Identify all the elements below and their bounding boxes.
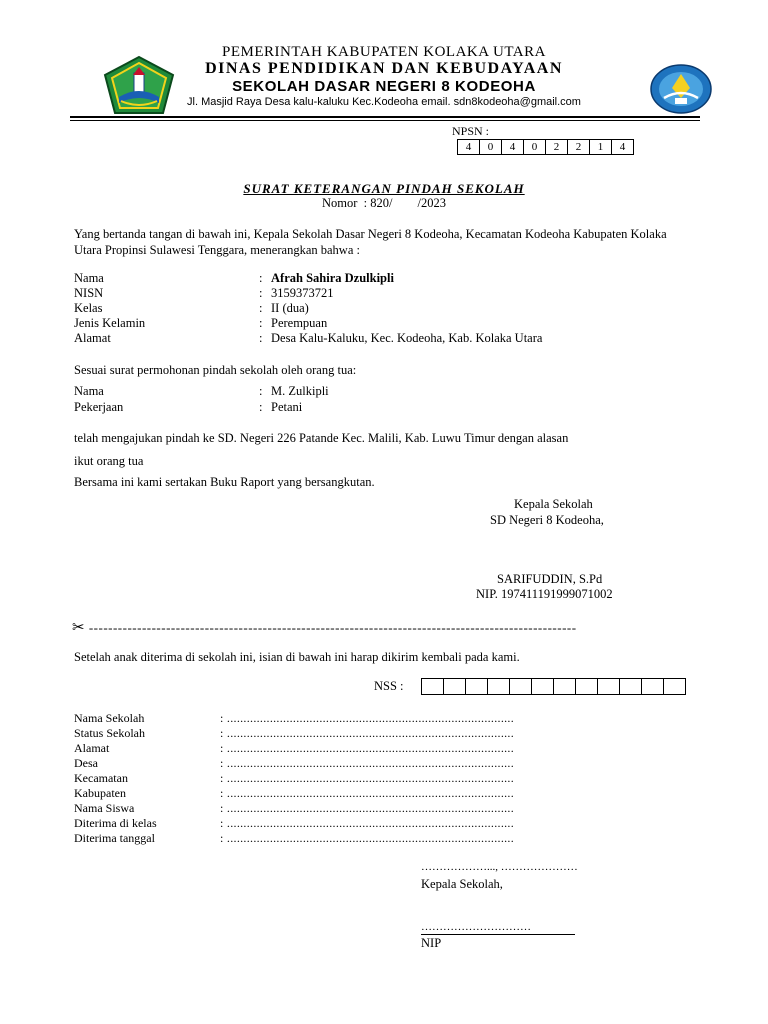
intro-paragraph: Yang bertanda tangan di bawah ini, Kepala Sekolah Dasar Negeri 8 Kodeoha, Kecamatan Kodeoha Kabupaten Kolaka Utara Propinsi Sulawesi Tenggara, menerangkan bahwa : <box>74 227 667 257</box>
field-label: Jenis Kelamin <box>74 316 146 330</box>
reply-sign-underline <box>421 934 575 935</box>
npsn-grid <box>457 139 634 155</box>
field-label: Pekerjaan <box>74 400 124 414</box>
nss-box[interactable] <box>510 679 532 694</box>
nss-box[interactable] <box>444 679 466 694</box>
field-label: Alamat <box>74 331 111 345</box>
signature-name: SARIFUDDIN, S.Pd <box>497 572 603 586</box>
transfer-text: telah mengajukan pindah ke SD. Negeri 226 Patande Kec. Malili, Kab. Luwu Timur dengan alasan <box>74 431 569 445</box>
colon: : <box>259 316 263 330</box>
reply-instruction: Setelah anak diterima di sekolah ini, isian di bawah ini harap dikirim kembali pada kami. <box>74 650 520 664</box>
field-label: Alamat <box>74 741 110 755</box>
npsn-digit: 4 <box>502 140 524 154</box>
colon: : <box>259 301 263 315</box>
reply-head-title: Kepala Sekolah, <box>421 877 503 891</box>
document-number: Nomor : 820/ /2023 <box>322 196 446 210</box>
field-label: NISN <box>74 286 104 300</box>
npsn-digit: 4 <box>619 141 626 153</box>
header-address: Jl. Masjid Raya Desa kalu-kaluku Kec.Kodeoha email. sdn8kodeoha@gmail.com <box>187 96 581 108</box>
signature-school: SD Negeri 8 Kodeoha, <box>490 513 604 527</box>
student-gender: Perempuan <box>271 316 328 330</box>
npsn-digit: 4 <box>458 140 480 154</box>
npsn-digit: 2 <box>546 140 568 154</box>
field-label: Diterima di kelas <box>74 816 157 830</box>
nss-box[interactable] <box>532 679 554 694</box>
field-label: Nama Sekolah <box>74 711 145 725</box>
npsn-digit: 2 <box>568 140 590 154</box>
signature-nip: NIP. 197411191999071002 <box>476 587 613 601</box>
header-department: DINAS PENDIDIKAN DAN KEBUDAYAAN <box>205 60 563 77</box>
student-address: Desa Kalu-Kaluku, Kec. Kodeoha, Kab. Kolaka Utara <box>271 331 543 345</box>
student-nisn: 3159373721 <box>271 286 334 300</box>
cut-line <box>72 618 577 636</box>
nss-box[interactable] <box>422 679 444 694</box>
nss-box[interactable] <box>466 679 488 694</box>
reply-sign-line[interactable]: ………………………… <box>421 921 531 933</box>
header-school-name: SEKOLAH DASAR NEGERI 8 KODEOHA <box>232 78 536 95</box>
field-label: Kabupaten <box>74 786 126 800</box>
fill-in-dots[interactable]: : ....................................................................................... <box>220 786 515 800</box>
raport-text: Bersama ini kami sertakan Buku Raport yang bersangkutan. <box>74 475 375 489</box>
field-label: Kecamatan <box>74 771 128 785</box>
field-label: Status Sekolah <box>74 726 145 740</box>
colon: : <box>259 271 263 285</box>
nss-box[interactable] <box>576 679 598 694</box>
field-label: Diterima tanggal <box>74 831 155 845</box>
student-name: Afrah Sahira Dzulkipli <box>271 271 394 285</box>
parent-name: M. Zulkipli <box>271 384 329 398</box>
nss-box[interactable] <box>488 679 510 694</box>
fill-in-dots[interactable]: : ....................................................................................... <box>220 756 515 770</box>
npsn-digit: 0 <box>480 140 502 154</box>
document-title: SURAT KETERANGAN PINDAH SEKOLAH <box>243 181 525 196</box>
header-divider-thin <box>70 120 700 121</box>
npsn-digit: 1 <box>590 140 612 154</box>
nss-box[interactable] <box>554 679 576 694</box>
fill-in-dots[interactable]: : ....................................................................................... <box>220 831 515 845</box>
fill-in-dots[interactable]: : ....................................................................................... <box>220 741 515 755</box>
nss-grid[interactable] <box>421 678 686 695</box>
header-government: PEMERINTAH KABUPATEN KOLAKA UTARA <box>222 44 546 60</box>
colon: : <box>259 400 263 414</box>
nss-box[interactable] <box>664 679 685 694</box>
colon: : <box>259 384 263 398</box>
field-label: Kelas <box>74 301 103 315</box>
cut-dashes: ----------------------------------------------------------------------------------------------------- <box>88 620 577 635</box>
field-label: Nama Siswa <box>74 801 135 815</box>
nss-label: NSS : <box>374 679 404 693</box>
transfer-reason: ikut orang tua <box>74 454 144 468</box>
colon: : <box>259 286 263 300</box>
fill-in-dots[interactable]: : ....................................................................................... <box>220 726 515 740</box>
colon: : <box>259 331 263 345</box>
scissors-icon: ✂ <box>72 618 86 636</box>
fill-in-dots[interactable]: : ....................................................................................... <box>220 711 515 725</box>
nss-box[interactable] <box>598 679 620 694</box>
reply-date-line[interactable]: ………………..., ………………… <box>421 861 578 873</box>
fill-in-dots[interactable]: : ....................................................................................... <box>220 801 515 815</box>
reply-nip-label: NIP <box>421 936 442 950</box>
field-label: Nama <box>74 384 104 398</box>
header-divider-thick <box>70 116 700 118</box>
field-label: Desa <box>74 756 98 770</box>
parent-job: Petani <box>271 400 303 414</box>
field-label: Nama <box>74 271 104 285</box>
npsn-digit: 0 <box>524 140 546 154</box>
nss-box[interactable] <box>642 679 664 694</box>
nss-box[interactable] <box>620 679 642 694</box>
fill-in-dots[interactable]: : ....................................................................................... <box>220 771 515 785</box>
fill-in-dots[interactable]: : ....................................................................................... <box>220 816 515 830</box>
parent-intro: Sesuai surat permohonan pindah sekolah oleh orang tua: <box>74 363 357 377</box>
signature-title: Kepala Sekolah <box>514 497 593 511</box>
student-class: II (dua) <box>271 301 309 315</box>
npsn-label: NPSN : <box>452 124 490 138</box>
